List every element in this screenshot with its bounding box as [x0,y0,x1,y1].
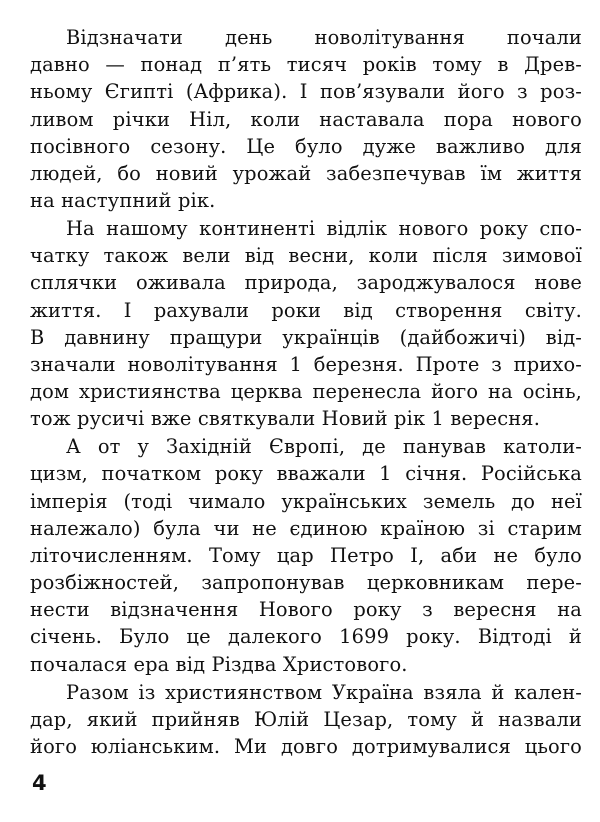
text-line: життя. І рахували роки від створення світу. [30,298,582,322]
text-line: нести відзначення Нового року з вересня на [30,598,582,622]
text-line: дар, який прийняв Юлій Цезар, тому й назвали [30,707,582,731]
text-line: А от у Західній Європі, де панував католи- [66,435,582,459]
text-line: розбіжностей, запропонував церковникам пере- [30,571,582,595]
text-line: ливом річки Ніл, коли наставала пора нового [30,107,582,131]
text-line: січень. Було це далекого 1699 року. Відтоді й [30,625,582,649]
text-line: ньому Єгипті (Африка). І пов’язували його з роз- [30,80,582,104]
text-line: давно — понад п’ять тисяч років тому в Древ- [30,53,582,77]
text-line: людей, бо новий урожай забезпечував їм життя [30,161,582,185]
text-line: В давнину пращури українців (дайбожичі) від- [30,325,582,349]
page-number: 4 [32,771,47,795]
text-line: дом християнства церква перенесла його на осінь, [30,380,582,404]
text-line: на наступний рік. [30,189,216,212]
text-line: чатку також вели від весни, коли після зимової [30,244,582,268]
text-line: імперія (тоді чимало українських земель до неї [30,489,582,513]
text-line: значали новолітування 1 березня. Проте з прихо- [30,352,582,376]
text-line: літочисленням. Тому цар Петро І, аби не було [30,543,582,567]
text-line: Відзначати день новолітування почали [66,26,582,49]
text-line: належало) була чи не єдиною країною зі старим [30,516,582,540]
text-line: почалася ера від Різдва Христового. [30,652,408,676]
text-line: Разом із християнством Україна взяла й кален- [66,680,582,704]
text-line: сплячки оживала природа, зароджувалося нове [30,271,582,295]
text-line: його юліанським. Ми довго дотримувалися цього [30,735,582,758]
text-line: тож русичі вже святкували Новий рік 1 вересня. [30,407,541,431]
text-line: На нашому континенті відлік нового року спо- [66,217,582,241]
text-line: посівного сезону. Це було дуже важливо для [30,134,582,158]
text-line: цизм, початком року вважали 1 січня. Російська [30,462,582,486]
